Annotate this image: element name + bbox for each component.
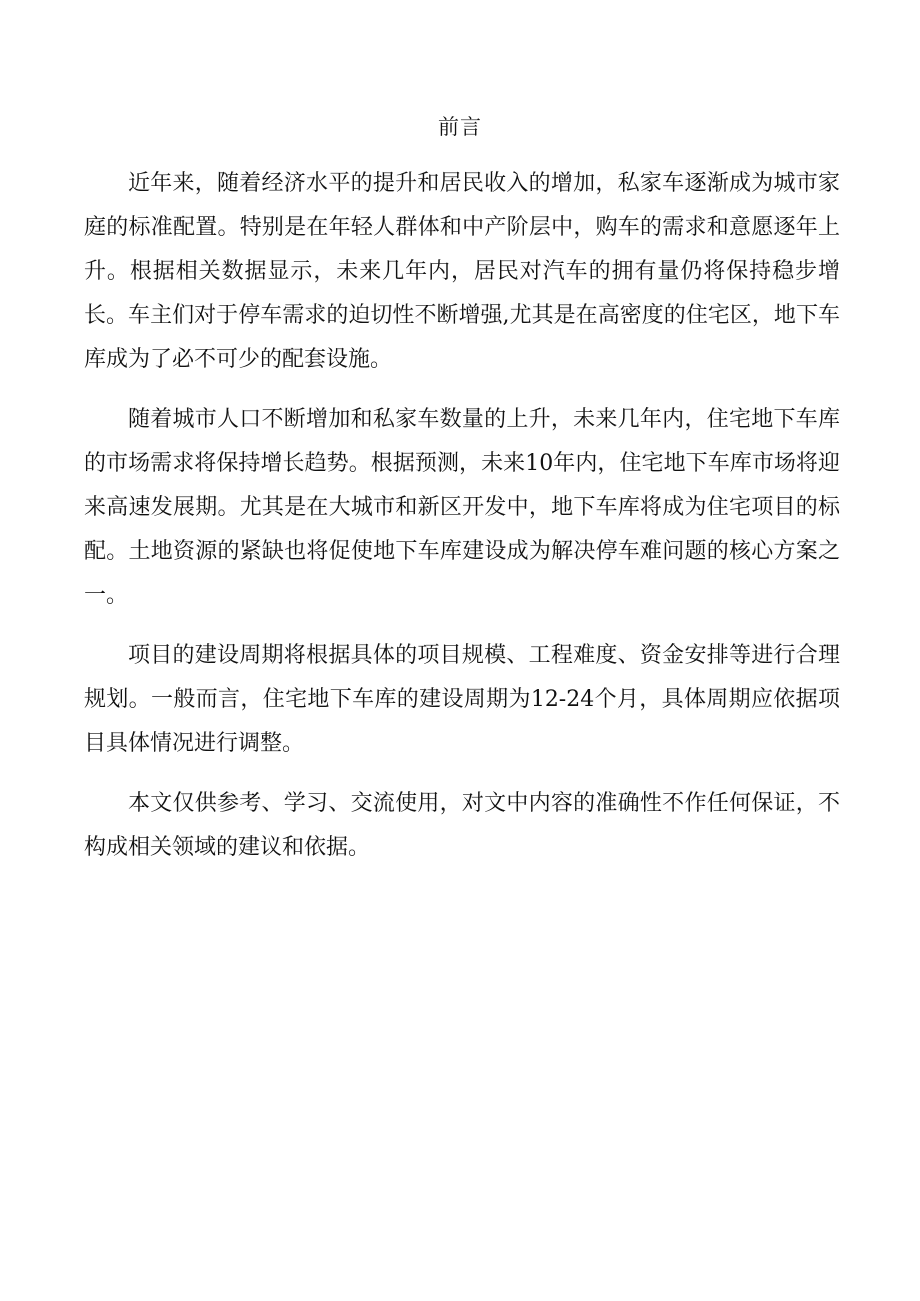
paragraph: 本文仅供参考、学习、交流使用，对文中内容的准确性不作任何保证，不构成相关领域的建议和依据。	[84, 791, 840, 860]
document-body	[84, 162, 840, 886]
page-title: 前言	[438, 115, 482, 139]
paragraph: 随着城市人口不断增加和私家车数量的上升，未来几年内，住宅地下车库的市场需求将保持增长趋势。根据预测，未来10年内，住宅地下车库市场将迎来高速发展期。尤其是在大城市和新区开发中，地下车库将成为住宅项目的标配。土地资源的紧缺也将促使地下车库建设成为解决停车难问题的核心方案之一。	[84, 407, 840, 608]
paragraph: 近年来，随着经济水平的提升和居民收入的增加，私家车逐渐成为城市家庭的标准配置。特别是在年轻人群体和中产阶层中，购车的需求和意愿逐年上升。根据相关数据显示，未来几年内，居民对汽车的拥有量仍将保持稳步增长。车主们对于停车需求的迫切性不断增强,尤其是在高密度的住宅区，地下车库成为了必不可少的配套设施。	[84, 171, 840, 372]
paragraph: 项目的建设周期将根据具体的项目规模、工程难度、资金安排等进行合理规划。一般而言，住宅地下车库的建设周期为12-24个月，具体周期应依据项目具体情况进行调整。	[84, 643, 840, 756]
